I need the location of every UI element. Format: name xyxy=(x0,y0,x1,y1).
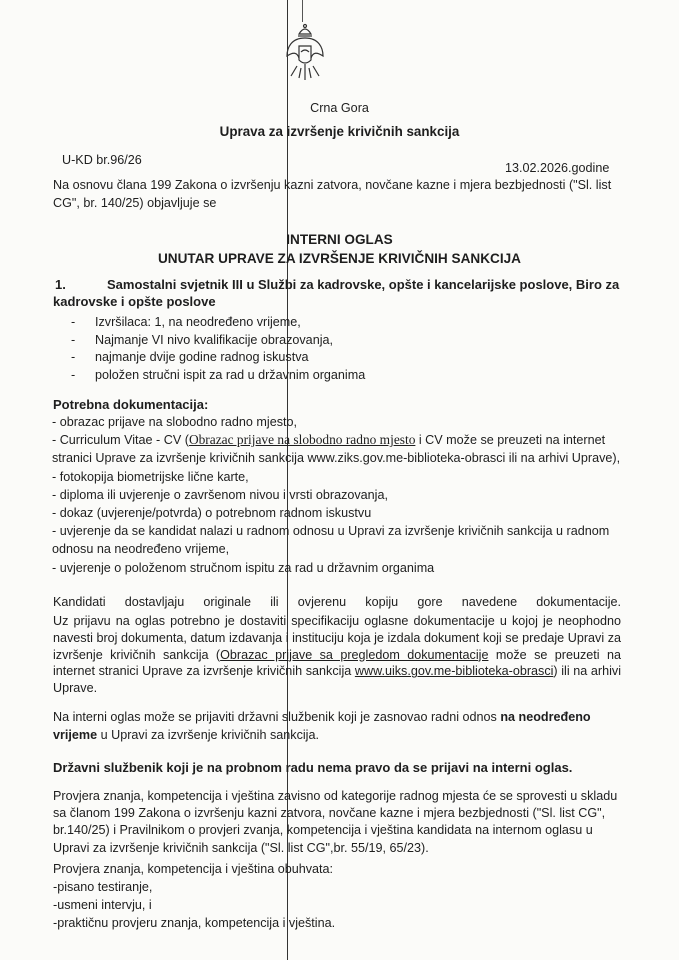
specification-form-link[interactable]: Obrazac prijave sa pregledom dokumentacije xyxy=(220,647,489,662)
position-title: Samostalni svjetnik III u Službi za kadrovske, opšte i kancelarijske poslove, Biro za kadrovske i opšte poslove xyxy=(53,277,620,309)
assessment-scope-item: -praktičnu provjeru znanja, kompetencija i vještina. xyxy=(53,916,336,930)
documentation-item: - dokaz (uvjerenje/potvrda) o potrebnom radnom iskustvu xyxy=(52,506,372,521)
intro-paragraph: Na osnovu člana 199 Zakona o izvršenju kazni zatvora, novčane kazne i mjera bezbjednosti ("Sl. list CG", br. 140/25) objavljuje se xyxy=(53,178,612,210)
assessment-paragraph: Provjera znanja, kompetencija i vještina zavisno od kategorije radnog mjesta će se sprovesti u skladu sa članom 199 Zakona o izvršenju kazni zatvora, novčane kazne i mjera bezbjednosti ("Sl. list CG", br.140/25) i Pravilnikom o provjeri zvanja, kompetencija i vještina kandidata na internom oglasu u Upravi za izvršenje krivičnih sankcija ("Sl. list CG",br. 55/19, 65/23). xyxy=(53,789,618,855)
documentation-item: - diploma ili uvjerenje o završenom nivou i vrsti obrazovanja, xyxy=(52,487,388,502)
documentation-item: - Curriculum Vitae - CV (Obrazac prijave na slobodno radno mjesto i CV može se preuzeti na internet stranici Uprave za izvršenje krivičnih sankcija www.ziks.gov.me-biblioteka-obrasci ili na arhivi Uprave), xyxy=(52,432,621,466)
requirement-item: - najmanje dvije godine radnog iskustva xyxy=(53,349,621,367)
requirements-list xyxy=(53,314,621,384)
application-form-link[interactable]: Obrazac prijave na slobodno radno mjesto xyxy=(188,432,416,448)
documentation-item: - fotokopija biometrijske lične karte, xyxy=(52,469,249,484)
requirement-item: - Izvršilaca: 1, na neodređeno vrijeme, xyxy=(53,314,621,332)
eligibility-paragraph: Na interni oglas može se prijaviti državni službenik koji je zasnovao radni odnos na neodređeno vrijeme u Upravi za izvršenje krivičnih sankcija. xyxy=(53,710,591,742)
assessment-scope-heading: Provjera znanja, kompetencija i vještina obuhvata: xyxy=(53,862,334,876)
specification-paragraph: Uz prijavu na oglas potrebno je dostaviti specifikaciju oglasne dokumentacije u kojoj je neophodno navesti broj dokumenta, datum izdavanja i instituciju koja je izdala dokument koji se predaje Upravi za izvršenje krivičnih sankcija (Obrazac prijave sa pregledom dokumentacije može se preuzeti na internet stranici Uprave za izvršenje krivičnih sankcija www.uiks.gov.me-biblioteka-obrasci) ili na arhivi Uprave. xyxy=(53,614,621,696)
assessment-scope-item: -usmeni intervju, i xyxy=(53,898,152,912)
reference-number: U-KD br.96/26 xyxy=(62,153,142,167)
scan-artifact-line xyxy=(302,0,303,22)
position-number: 1. xyxy=(55,277,66,292)
coat-of-arms-emblem xyxy=(283,22,327,84)
requirement-item: - Najmanje VI nivo kvalifikacije obrazovanja, xyxy=(53,332,621,350)
uiks-website-link[interactable]: www.uiks.gov.me-biblioteka-obrasci xyxy=(354,664,554,679)
originals-paragraph: Kandidati dostavljaju originale ili ovjerenu kopiju gore navedene dokumentacije. xyxy=(53,595,621,609)
documentation-item: - uvjerenje da se kandidat nalazi u radnom odnosu u Upravi za izvršenje krivičnih sankcija u radnom odnosu na neodređeno vrijeme, xyxy=(52,524,610,557)
probation-notice: Državni službenik koji je na probnom radu nema pravo da se prijavi na interni oglas. xyxy=(53,760,573,775)
title-line-1: INTERNI OGLAS xyxy=(286,232,393,247)
assessment-scope xyxy=(53,860,335,932)
document-date: 13.02.2026.godine xyxy=(505,161,610,175)
documentation-heading: Potrebna dokumentacija: xyxy=(53,397,209,412)
documentation-item: - uvjerenje o položenom stručnom ispitu za rad u državnim organima xyxy=(52,560,435,575)
requirement-item: - položen stručni ispit za rad u državnim organima xyxy=(53,367,621,385)
assessment-scope-item: -pisano testiranje, xyxy=(53,880,153,894)
documentation-item: - obrazac prijave na slobodno radno mjesto, xyxy=(52,415,298,429)
country-name: Crna Gora xyxy=(310,101,369,115)
title-line-2: UNUTAR UPRAVE ZA IZVRŠENJE KRIVIČNIH SANKCIJA xyxy=(157,251,522,266)
documentation-list xyxy=(52,413,622,577)
institution-name: Uprava za izvršenje krivičnih sankcija xyxy=(219,124,460,139)
